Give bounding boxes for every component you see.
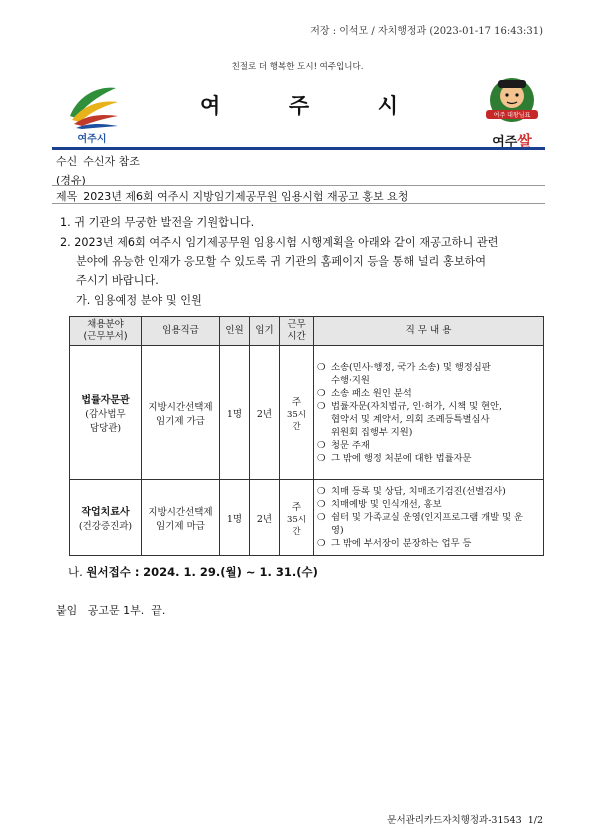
list-item: ❍ 소송 패소 원인 분석 [317,387,412,399]
yeoju-city-logo-text: 여주시 [77,134,107,145]
field-cell: 작업치료사 (건강증진과) [70,480,142,556]
recipient-label: 수신 [56,155,78,168]
rice-logo-banner: 여주 대왕님표 [493,112,531,119]
rank-cell: 지방시간선택제 임기제 마급 [142,480,220,556]
yeoju-rice-logo [476,76,548,148]
application-dates: 2024. 1. 29.(월) ~ 1. 31.(수) [143,565,318,579]
count-cell: 1명 [220,480,250,556]
org-title-char: 여 [200,94,223,118]
list-item: ❍ 쉼터 및 가족교실 운영(인지프로그램 개발 및 운 [317,512,523,523]
header-field: 채용분야 (근무부서) [70,317,142,346]
paragraph-2-line-3: 주시기 바랍니다. [76,274,159,287]
table-header-row [70,317,544,346]
list-item: ❍ 치매예방 및 인식개선, 홍보 [317,499,442,510]
header-duties: 직 무 내 용 [314,317,544,346]
header-term: 임기 [250,317,280,346]
document-footer [387,812,543,826]
city-slogan: 친절로 더 행복한 도시! 여주입니다. [231,62,364,72]
duties-cell [314,480,544,556]
paragraph-2-line-1: 2. 2023년 제6회 여주시 임기제공무원 임용시험 시행계획을 아래와 같이 재공고하니 관련 [60,236,499,249]
duties-cell [314,346,544,480]
field-cell: 법률자문관 (감사법무 담당관) [70,346,142,480]
subject-label: 제목 [56,190,78,203]
meta-divider [52,185,545,186]
header-hours: 근무 시간 [280,317,314,346]
list-item: 협약서 및 계약서, 의회 조례등특별심사 [331,413,490,425]
rice-logo-text: 여주쌀 [492,132,532,150]
paragraph-1: 1. 귀 기관의 무궁한 발전을 기원합니다. [60,216,255,229]
application-label: 원서접수 : [86,565,140,579]
header-rank: 임용직급 [142,317,220,346]
recipient-line [56,153,140,169]
list-item: ❍ 그 밖에 행정 처분에 대한 법률자문 [317,452,472,464]
list-item: 위원회 집행부 지원) [331,426,413,438]
yeoju-city-logo-icon [62,78,122,130]
section-a-heading: 가. 임용예정 분야 및 인원 [76,294,202,307]
subject-line [56,188,408,204]
subject-value: 2023년 제6회 여주시 지방임기제공무원 임용시험 재공고 홍보 요청 [83,190,409,203]
hours-cell: 주 35시간 [280,480,314,556]
term-cell: 2년 [250,480,280,556]
org-title-char: 주 [288,94,312,118]
header-count: 인원 [220,317,250,346]
subject-divider [52,203,545,204]
attachment-line: 붙임 공고문 1부. 끝. [56,604,166,617]
recipient-value: 수신자 참조 [83,155,140,168]
table-row [70,346,544,480]
list-item: ❍ 소송(민사·행정, 국가 소송) 및 행정심판 [317,361,491,373]
list-item: 영) [331,525,344,536]
doc-code: 문서관리카드자치행정과-31543 [387,815,522,826]
via-line: (경유) [56,174,86,187]
list-item: ❍ 치매 등록 및 상담, 치매조기검진(선별검사) [317,486,506,497]
list-item: ❍ 법률자문(자치법규, 인·허가, 시책 및 현안, [317,400,502,412]
list-item: ❍ 그 밖에 부서장이 분장하는 업무 등 [317,538,472,549]
application-period: 나. 원서접수 : 2024. 1. 29.(월) ~ 1. 31.(수) [68,565,318,579]
save-info: 저장 : 이석모 / 자치행정과 (2023-01-17 16:43:31) [310,26,543,37]
paragraph-2-line-2: 분야에 유능한 인재가 응모할 수 있도록 귀 기관의 홈페이지 등을 통해 널리 홍보하여 [76,255,487,268]
term-cell: 2년 [250,346,280,480]
list-item: 수행·지원 [331,374,370,386]
count-cell: 1명 [220,346,250,480]
organization-title [200,90,400,120]
org-title-char: 시 [377,94,400,118]
list-item: ❍ 청문 주재 [317,439,370,451]
table-row [70,480,544,556]
hours-cell: 주 35시간 [280,346,314,480]
recruitment-table [69,316,544,556]
rice-mascot-icon [476,76,548,128]
header-divider [52,147,545,150]
page-number: 1/2 [527,815,543,826]
rank-cell: 지방시간선택제 임기제 가급 [142,346,220,480]
